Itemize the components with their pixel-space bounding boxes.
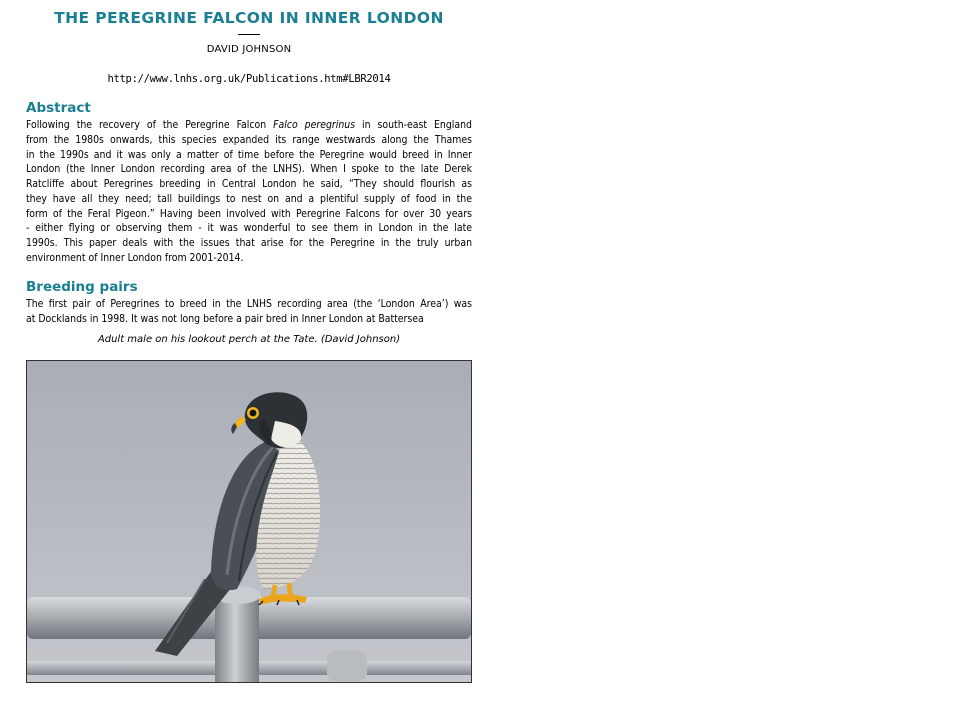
- title-divider: [238, 34, 260, 35]
- paragraph-line: [26, 192, 472, 207]
- line-text: Following the recovery of the Peregrine Falcon: [26, 119, 274, 131]
- line-text: The first pair of Peregrines to breed in the LNHS recording area (the ‘London Area’) was: [26, 298, 472, 310]
- line-text: London (the Inner London recording area of the LNHS). When I spoke to the late Derek: [26, 163, 472, 176]
- breeding-pairs-heading: Breeding pairs: [26, 279, 138, 295]
- paragraph-line: [26, 236, 472, 251]
- paragraph-line: [26, 207, 472, 222]
- paragraph-line: [26, 118, 472, 133]
- peregrine-falcon-illustration: [27, 361, 471, 682]
- line-text: from the 1980s onwards, this species expanded its range westwards along the Thames: [26, 133, 472, 146]
- paragraph-line: [26, 177, 472, 192]
- paragraph-line: [26, 297, 472, 312]
- line-text: in south-east England: [355, 119, 472, 131]
- line-text: at Docklands in 1998. It was not long before a pair bred in Inner London at Battersea: [26, 312, 424, 325]
- falcon-photo: [26, 360, 472, 683]
- article-url: http://www.lnhs.org.uk/Publications.htm#LBR2014: [107, 73, 391, 85]
- line-text: environment of Inner London from 2001-2014.: [26, 251, 244, 264]
- figure-caption: Adult male on his lookout perch at the Tate. (David Johnson): [97, 334, 401, 345]
- line-text: in the 1990s and it was only a matter of time before the Peregrine would breed in Inner: [26, 148, 472, 161]
- paragraph-line: [26, 312, 472, 327]
- abstract-heading: Abstract: [26, 100, 91, 116]
- breeding-pairs-paragraph: [26, 297, 472, 327]
- article-title: THE PEREGRINE FALCON IN INNER LONDON: [54, 9, 444, 27]
- article-author: DAVID JOHNSON: [206, 44, 292, 55]
- line-text: form of the Feral Pigeon.” Having been involved with Peregrine Falcons for over 30 years: [26, 207, 472, 220]
- scientific-name: Falco peregrinus: [273, 119, 356, 131]
- line-text: - either flying or observing them - it was wonderful to see them in London in the late: [26, 222, 472, 235]
- paragraph-line: [26, 162, 472, 177]
- paragraph-line: [26, 221, 472, 236]
- line-text: Ratcliffe about Peregrines breeding in Central London he said, “They should flourish as: [26, 178, 472, 190]
- abstract-paragraph: [26, 118, 472, 266]
- paragraph-line: [26, 133, 472, 148]
- paragraph-line: [26, 148, 472, 163]
- line-text: they have all they need; tall buildings to nest on and a plentiful supply of food in the: [26, 192, 472, 205]
- line-text: 1990s. This paper deals with the issues that arise for the Peregrine in the truly urban: [26, 237, 472, 249]
- paragraph-line: [26, 251, 472, 266]
